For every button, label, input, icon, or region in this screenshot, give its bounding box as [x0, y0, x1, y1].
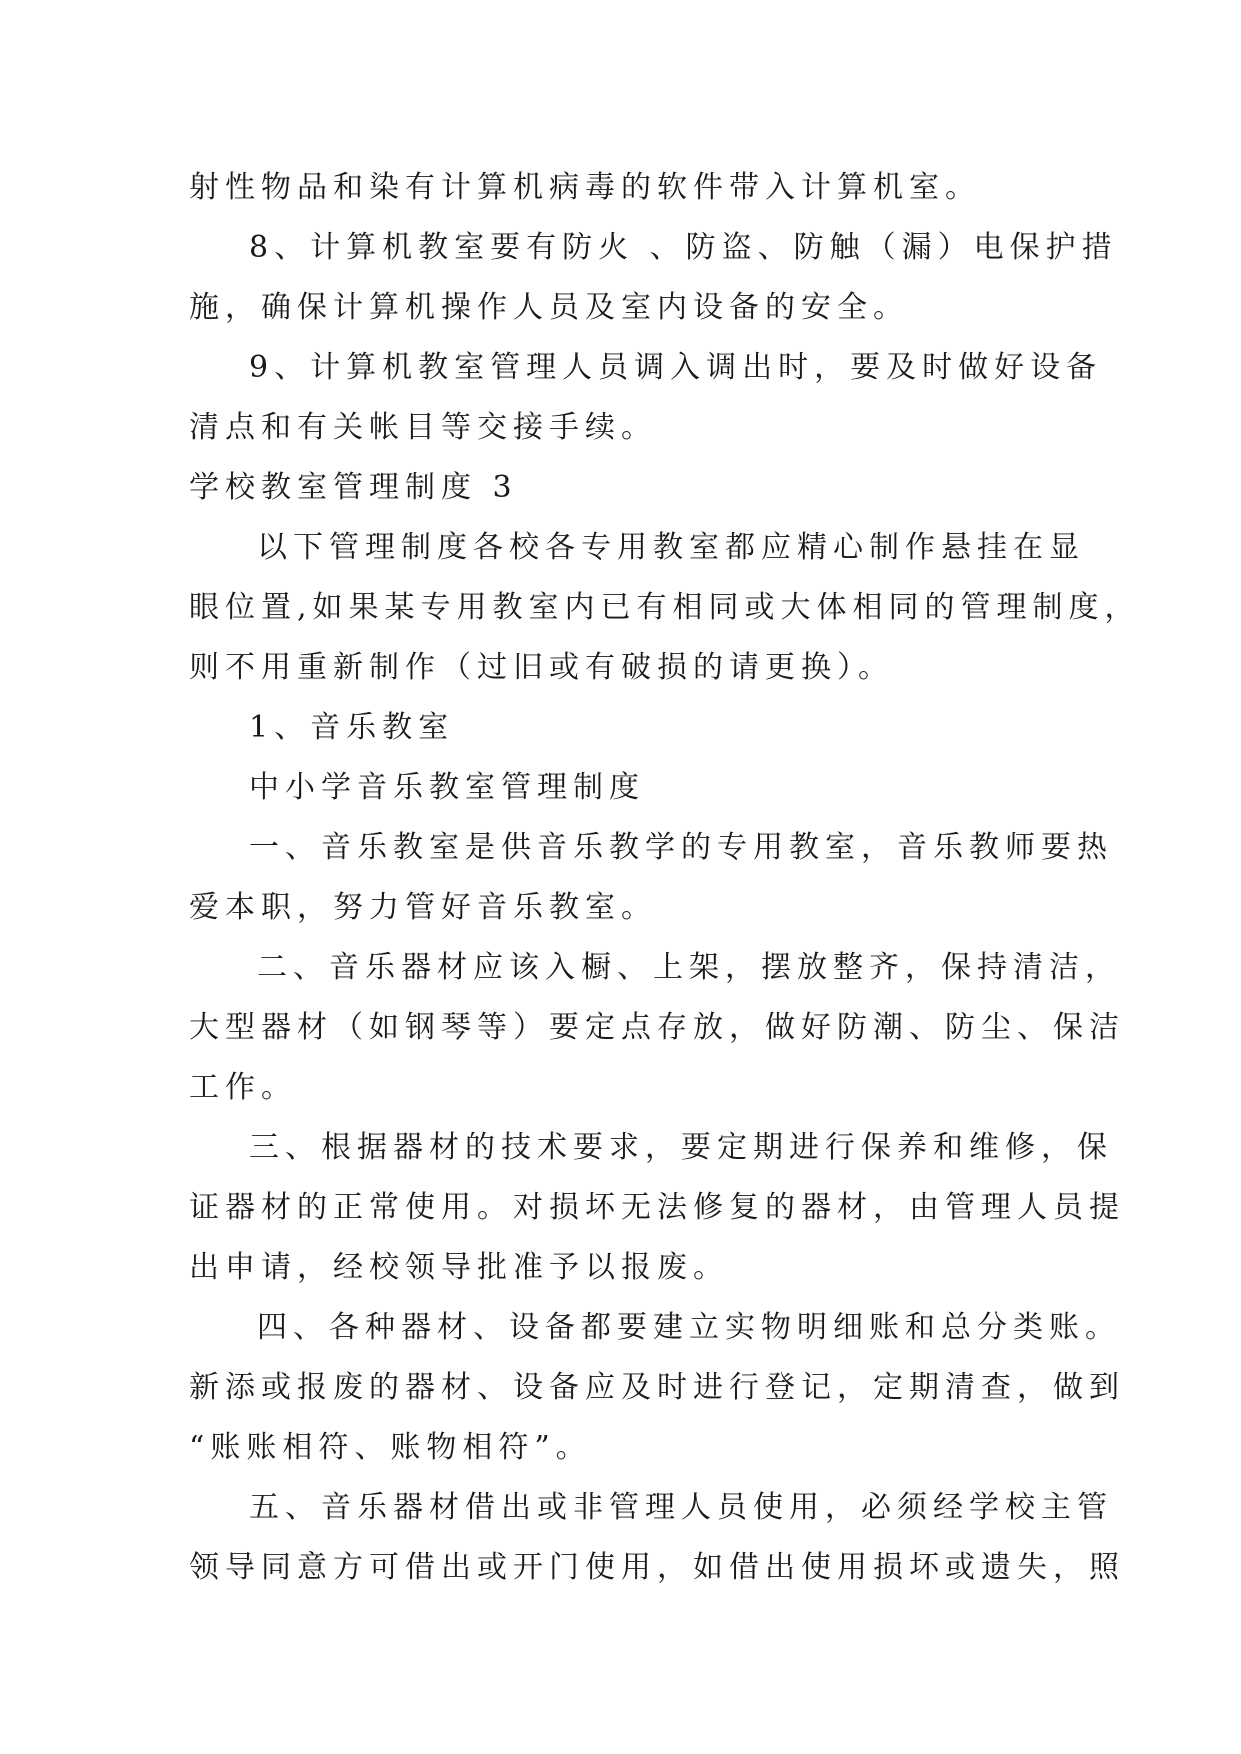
text-line: 爱本职，努力管好音乐教室。: [189, 890, 657, 925]
text-line: 大型器材（如钢琴等）要定点存放，做好防潮、防尘、保洁: [189, 1010, 1125, 1045]
text-line: 8、计算机教室要有防火 、防盗、防触（漏）电保护措: [249, 230, 1118, 265]
text-line: 四、各种器材、设备都要建立实物明细账和总分类账。: [257, 1310, 1121, 1345]
text-line: 二、音乐器材应该入橱、上架，摆放整齐，保持清洁，: [257, 950, 1121, 985]
section-heading: 学校教室管理制度 3: [189, 470, 518, 505]
text-line: 眼位置,如果某专用教室内已有相同或大体相同的管理制度，: [189, 590, 1141, 625]
subheading: 1、音乐教室: [249, 710, 455, 745]
text-line: 施，确保计算机操作人员及室内设备的安全。: [189, 290, 909, 325]
text-line: 领导同意方可借出或开门使用，如借出使用损坏或遗失，照: [189, 1550, 1125, 1585]
text-line: 9、计算机教室管理人员调入调出时，要及时做好设备: [249, 350, 1103, 385]
text-line: 证器材的正常使用。对损坏无法修复的器材，由管理人员提: [189, 1190, 1125, 1225]
text-line: 新添或报废的器材、设备应及时进行登记，定期清查，做到: [189, 1370, 1125, 1405]
text-line: 以下管理制度各校各专用教室都应精心制作悬挂在显: [257, 530, 1085, 565]
text-line: 出申请，经校领导批准予以报废。: [189, 1250, 729, 1285]
text-line: “账账相符、账物相符”。: [189, 1430, 592, 1465]
text-line: 五、音乐器材借出或非管理人员使用，必须经学校主管: [249, 1490, 1113, 1525]
text-line: 则不用重新制作（过旧或有破损的请更换）。: [189, 650, 894, 685]
subheading: 中小学音乐教室管理制度: [249, 770, 645, 805]
document-body: [189, 158, 1141, 1598]
text-line: 清点和有关帐目等交接手续。: [189, 410, 657, 445]
text-line: 三、根据器材的技术要求，要定期进行保养和维修，保: [249, 1130, 1113, 1165]
text-line: 工作。: [189, 1070, 297, 1105]
text-line: 一、音乐教室是供音乐教学的专用教室，音乐教师要热: [249, 830, 1113, 865]
text-line: 射性物品和染有计算机病毒的软件带入计算机室。: [189, 170, 981, 205]
